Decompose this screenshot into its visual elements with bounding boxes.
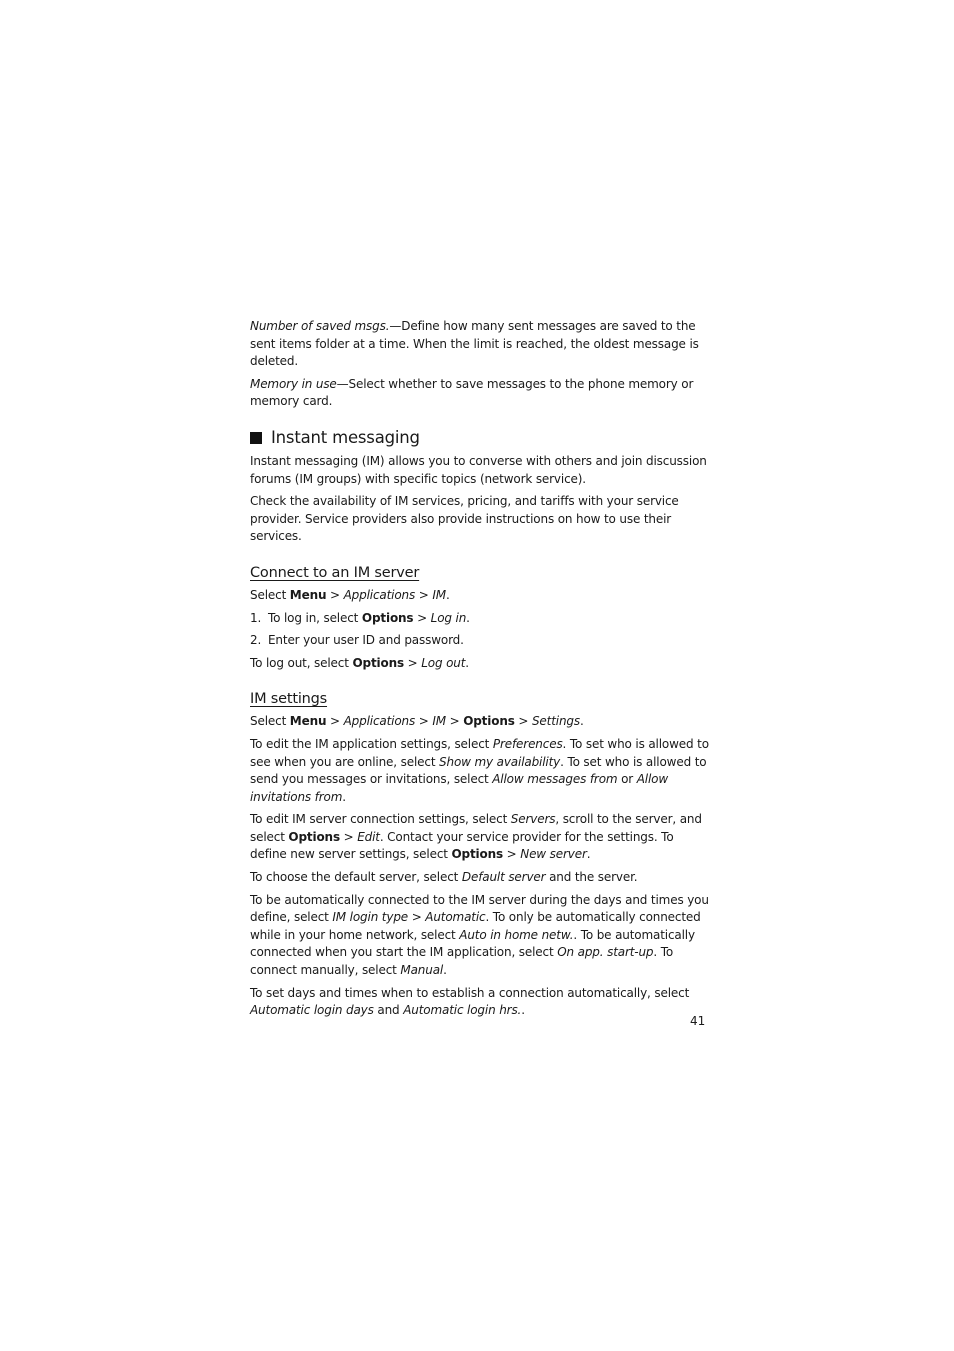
page-content [250,318,710,1020]
section-heading-instant-messaging: Instant messaging [250,427,710,449]
subheading-connect: Connect to an IM server [250,564,420,581]
list-item-step-2: 2. Enter your user ID and password. [250,633,464,648]
im-intro-paragraph: Instant messaging (IM) allows you to converse with others and join discussion forums (IM groups) with specific topics (network service). [250,453,707,486]
default-server-paragraph: To choose the default server, select Default server and the server. [250,870,638,885]
page-number: 41 [690,1014,706,1028]
connect-select-path: Select Menu > Applications > IM. [250,587,450,602]
preferences-paragraph: To edit the IM application settings, select Preferences. To set who is allowed to see when you are online, select Show my availability. To set who is allowed to send you messages or invitations, select Allow messages from or Allow invitations from. [250,736,709,804]
subheading-im-settings: IM settings [250,691,328,708]
term: Memory in use [250,376,337,391]
settings-select-path: Select Menu > Applications > IM > Options > Settings. [250,714,584,729]
servers-paragraph: To edit IM server connection settings, select Servers, scroll to the server, and select Options > Edit. Contact your service provider for the settings. To define new server settings, select Options > New server. [250,812,702,862]
logout-paragraph: To log out, select Options > Log out. [250,655,469,670]
term: Number of saved msgs. [250,319,390,333]
saved-msgs-paragraph: Number of saved msgs.—Define how many sent messages are saved to the sent items folder at a time. When the limit is reached, the oldest message is deleted. [250,319,699,369]
auto-connect-paragraph: To be automatically connected to the IM server during the days and times you define, select IM login type > Automatic. To only be automatically connected while in your home network, select Auto in home netw.. To be automatically connected when you start the IM application, select On app. start-up. To connect manually, select Manual. [250,892,709,978]
login-times-paragraph: To set days and times when to establish a connection automatically, select Automatic login days and Automatic login hrs.. [250,985,690,1018]
list-item-step-1: 1. To log in, select Options > Log in. [250,610,470,625]
im-availability-paragraph: Check the availability of IM services, pricing, and tariffs with your service provider. Service providers also provide instructions on how to use their services. [250,494,679,544]
memory-paragraph: Memory in use—Select whether to save messages to the phone memory or memory card. [250,376,694,409]
square-bullet-icon [250,432,262,444]
